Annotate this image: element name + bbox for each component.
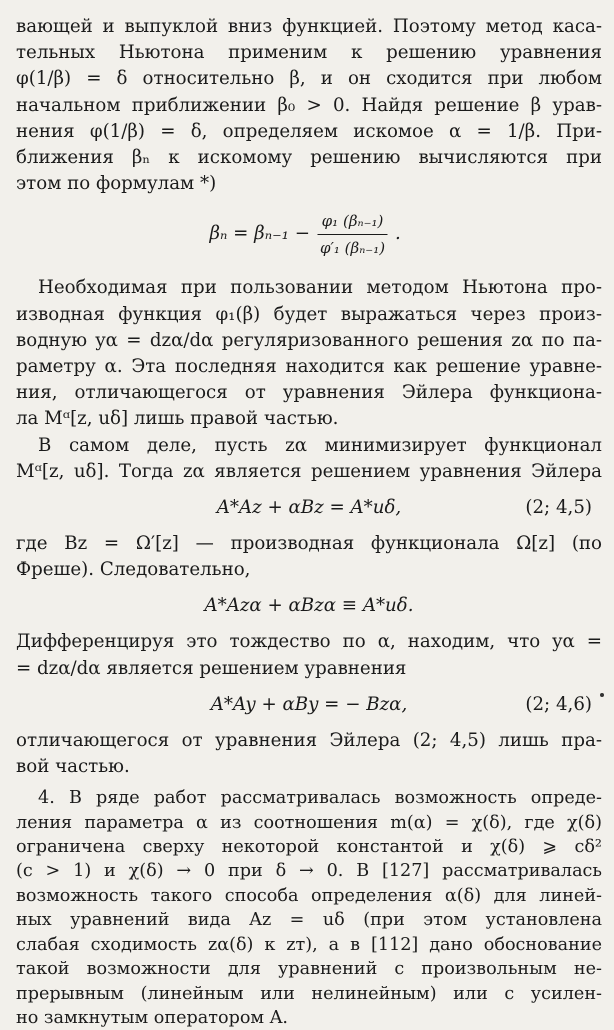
newton-formula [16, 203, 602, 265]
text-line: ближения βₙ к искомому решению вычисляются при [16, 147, 602, 169]
text-line: Фреше). Следовательно, [16, 559, 251, 581]
text-line: тельных Ньютона применим к решению уравнения [16, 42, 602, 64]
formula-tail: . [395, 223, 401, 245]
text-line: ления параметра α из соотношения m(α) = χ(δ), где χ(δ) [16, 812, 602, 833]
text-line: но замкнутым оператором A. [16, 1007, 289, 1028]
text-line: Необходимая при пользовании методом Ньютона про- [38, 277, 602, 299]
equation-body: A*Az + αBz = A*uδ, [216, 497, 402, 519]
text-line: вающей и выпуклой вниз функцией. Поэтому метод каса- [16, 16, 602, 37]
text-line: ния, отличающегося от уравнения Эйлера функциона- [16, 382, 602, 404]
text-line: водную yα = dzα/dα регуляризованного решения zα по па- [16, 329, 602, 351]
equation-number: (2; 4,5) [525, 497, 592, 519]
equation-body: A*Ay + αBy = − Bzα, [210, 693, 408, 715]
text-line: такой возможности для уравнений с произвольным не- [16, 959, 602, 980]
equation-body: A*Azα + αBzα ≡ A*uδ. [204, 595, 414, 617]
paragraph-indeed [16, 433, 602, 485]
text-line: ла Mᵅ[z, uδ] лишь правой частью. [16, 408, 339, 430]
text-line: В самом деле, пусть zα минимизирует функционал [38, 434, 602, 456]
text-line: начальном приближении β₀ > 0. Найдя решение β урав- [16, 94, 602, 116]
text-line: Дифференцируя это тождество по α, находим, что yα = [16, 631, 602, 653]
print-speck [600, 693, 604, 697]
fraction-denominator: φ′₁ (βₙ₋₁) [319, 238, 386, 257]
equation-number: (2; 4,6) [525, 693, 592, 715]
equation-euler [16, 493, 602, 523]
paragraph-section-4 [16, 786, 602, 1030]
text-line: ограничена сверху некоторой константой и χ(δ) ⩾ cδ² [16, 837, 602, 858]
text-line: отличающегося от уравнения Эйлера (2; 4,5) лишь пра- [16, 729, 602, 751]
text-line: φ(1/β) = δ относительно β, и он сходится при любом [16, 68, 602, 90]
text-line: этом по формулам *) [16, 173, 217, 195]
text-line: вой частью. [16, 756, 130, 778]
text-line: ных уравнений вида Az = uδ (при этом установлена [16, 910, 602, 931]
fraction-numerator: φ₁ (βₙ₋₁) [318, 210, 388, 235]
formula-lhs: βₙ = βₙ₋₁ − [209, 223, 310, 245]
text-line: изводная функция φ₁(β) будет выражаться через произ- [16, 303, 602, 325]
text-line: 4. В ряде работ рассматривалась возможность опреде- [38, 788, 602, 809]
text-line: слабая сходимость zα(δ) к zт), а в [112] дано обоснование [16, 934, 602, 955]
text-line: где Bz = Ω′[z] — производная функционала Ω[z] (по [16, 533, 602, 555]
equation-derivative [16, 690, 602, 720]
paragraph-derivative [16, 275, 602, 432]
equation-identity [16, 591, 602, 621]
text-line: раметру α. Эта последняя находится как решение уравне- [16, 356, 602, 378]
text-line: возможность такого способа определения α(δ) для линей- [16, 885, 602, 906]
text-line: нения φ(1/β) = δ, определяем искомое α = 1/β. При- [16, 120, 602, 142]
text-line: Mᵅ[z, uδ]. Тогда zα является решением уравнения Эйлера [16, 460, 602, 482]
text-line: = dzα/dα является решением уравнения [16, 657, 407, 679]
text-line: (c > 1) и χ(δ) → 0 при δ → 0. В [127] рассматривалась [16, 861, 602, 882]
paragraph-differs [16, 728, 602, 780]
fraction [316, 210, 389, 259]
paragraph-differentiating [16, 629, 602, 681]
paragraph-intro [16, 14, 602, 197]
text-line: прерывным (линейным или нелинейным) или с усилен- [16, 983, 602, 1004]
paragraph-where [16, 531, 602, 583]
